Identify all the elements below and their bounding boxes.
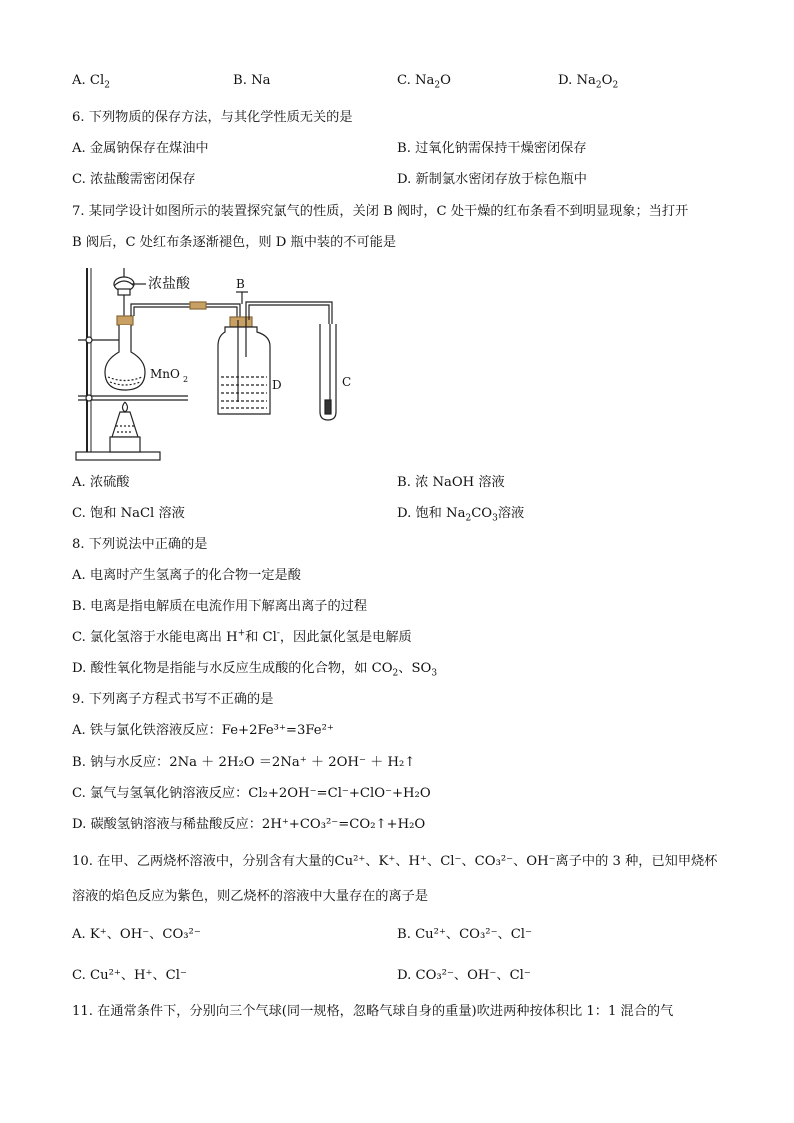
q8-option-a[interactable]: A. 电离时产生氢离子的化合物一定是酸 xyxy=(72,568,301,583)
q5-option-c[interactable]: C. $Na_2O$ xyxy=(397,73,451,91)
q6-option-c[interactable]: C. 浓盐酸需密闭保存 xyxy=(72,172,196,187)
q8-option-d[interactable]: D. 酸性氧化物是指能与水反应生成酸的化合物，如 $CO_2$、$SO_3$ xyxy=(72,661,438,679)
q10-option-b[interactable]: B. Cu²⁺、CO₃²⁻、Cl⁻ xyxy=(397,927,532,942)
q10-option-a[interactable]: A. K⁺、OH⁻、CO₃²⁻ xyxy=(72,927,201,942)
q6-option-d[interactable]: D. 新制氯水密闭存放于棕色瓶中 xyxy=(397,172,587,187)
q9-stem: 9. 下列离子方程式书写不正确的是 xyxy=(72,692,274,707)
q9-option-b[interactable]: B. 钠与水反应：2Na ＋ 2H₂O ＝2Na⁺ ＋ 2OH⁻ ＋ H₂↑ xyxy=(72,755,416,770)
q6-option-b[interactable]: B. 过氧化钠需保持干燥密闭保存 xyxy=(397,141,587,156)
q5-option-a[interactable]: A. $Cl_2$ xyxy=(72,73,110,91)
q5-option-d[interactable]: D. $Na_2O_2$ xyxy=(558,73,619,91)
q8-option-b[interactable]: B. 电离是指电解质在电流作用下解离出离子的过程 xyxy=(72,599,368,614)
q10-option-d[interactable]: D. CO₃²⁻、OH⁻、Cl⁻ xyxy=(397,968,531,983)
q6-stem: 6. 下列物质的保存方法，与其化学性质无关的是 xyxy=(72,110,353,125)
label-tube-c: C xyxy=(342,375,352,389)
q7-option-c[interactable]: C. 饱和 NaCl 溶液 xyxy=(72,506,185,521)
q11-stem-line1: 11. 在通常条件下，分别向三个气球(同一规格，忽略气球自身的重量)吹进两种按体积比 1：1 混合的气 xyxy=(72,1004,674,1019)
q5-option-b[interactable]: B. Na xyxy=(233,73,271,88)
q9-option-c[interactable]: C. 氯气与氢氧化钠溶液反应：Cl₂+2OH⁻=Cl⁻+ClO⁻+H₂O xyxy=(72,786,431,801)
q10-stem-line2: 溶液的焰色反应为紫色，则乙烧杯的溶液中大量存在的离子是 xyxy=(72,889,429,904)
label-mno2: MnO xyxy=(150,367,180,381)
q8-stem: 8. 下列说法中正确的是 xyxy=(72,537,208,552)
q9-option-a[interactable]: A. 铁与氯化铁溶液反应：Fe+2Fe³⁺=3Fe²⁺ xyxy=(72,723,334,738)
q7-stem-line2: B 阀后，C 处红布条逐渐褪色，则 D 瓶中装的不可能是 xyxy=(72,235,397,250)
label-bottle-d: D xyxy=(272,378,282,392)
q9-option-d[interactable]: D. 碳酸氢钠溶液与稀盐酸反应：2H⁺+CO₃²⁻=CO₂↑+H₂O xyxy=(72,817,426,832)
q10-stem-line1: 10. 在甲、乙两烧杯溶液中，分别含有大量的Cu²⁺、K⁺、H⁺、Cl⁻、CO₃²⁻、OH⁻离子中的 3 种，已知甲烧杯 xyxy=(72,854,718,869)
q7-option-d[interactable]: D. 饱和 $Na_2CO_3$溶液 xyxy=(397,506,525,524)
label-conc-hcl: 浓盐酸 xyxy=(148,276,190,292)
q8-option-c[interactable]: C. 氯化氢溶于水能电离出 H+和 Cl-，因此氯化氢是电解质 xyxy=(72,628,412,645)
label-mno2-sub: 2 xyxy=(183,375,189,384)
label-valve-b: B xyxy=(236,277,245,291)
q10-option-c[interactable]: C. Cu²⁺、H⁺、Cl⁻ xyxy=(72,968,187,983)
q7-stem-line1: 7. 某同学设计如图所示的装置探究氯气的性质，关闭 B 阀时，C 处干燥的红布条看不到明显现象；当打开 xyxy=(72,204,689,219)
q6-option-a[interactable]: A. 金属钠保存在煤油中 xyxy=(72,141,209,156)
q7-option-a[interactable]: A. 浓硫酸 xyxy=(72,475,130,490)
apparatus-diagram xyxy=(70,262,370,467)
q7-option-b[interactable]: B. 浓 NaOH 溶液 xyxy=(397,475,505,490)
